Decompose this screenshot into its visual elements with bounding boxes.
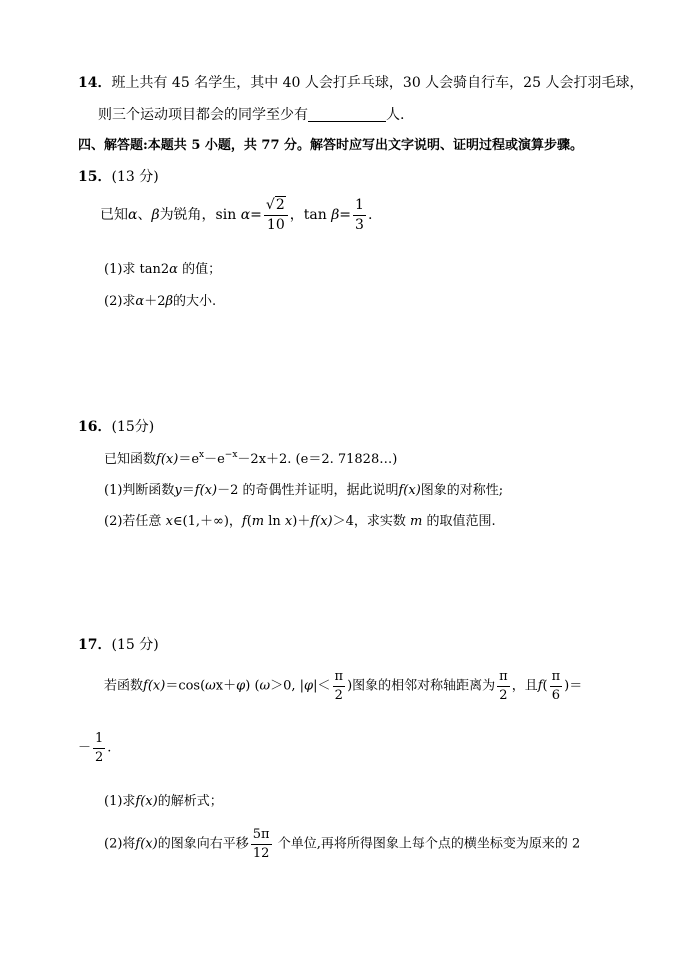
numerator: 1: [355, 197, 364, 213]
text: ＞4，求实数: [332, 514, 411, 529]
denominator: 2: [95, 749, 104, 765]
text: (2)将: [104, 836, 136, 852]
math-var: α: [128, 207, 138, 224]
denominator: 2: [497, 686, 510, 703]
text: ＋2: [144, 294, 166, 309]
math-var: β: [151, 207, 160, 224]
text: )＝: [564, 678, 583, 694]
denominator: 2: [333, 686, 346, 703]
question-16-header: [78, 416, 154, 436]
numerator: 1: [95, 731, 104, 746]
question-15-given: [100, 198, 372, 232]
fraction: [333, 670, 346, 702]
question-16-part2: [104, 510, 496, 529]
question-number: 15．: [78, 169, 112, 185]
math-var: ω: [205, 678, 216, 694]
text: (1)求 tan2: [104, 262, 170, 277]
fraction: [497, 670, 510, 702]
question-15-part2: [104, 290, 216, 309]
text: 的图象向右平移: [157, 836, 249, 852]
section-header: 四、解答题:本题共 5 小题，共 77 分。解答时应写出文字说明、证明过程或演算步骤。: [78, 138, 584, 153]
text: 已知: [100, 207, 128, 224]
question-text: 班上共有 45 名学生，其中 40 人会打乒乓球，30 人会骑自行车，25 人会打羽毛球，: [111, 75, 644, 91]
fraction: [251, 828, 272, 860]
score-label: (15分): [111, 419, 155, 435]
sqrt-sign: √: [265, 197, 275, 213]
math-var: α: [135, 294, 145, 309]
denominator: 6: [550, 686, 563, 703]
math-expr: f(x): [143, 678, 166, 694]
text: 的值；: [177, 262, 222, 277]
text: 已知函数: [104, 452, 157, 467]
text: －: [78, 740, 92, 756]
superscript: x: [199, 450, 205, 460]
text: (2)若任意: [104, 514, 166, 529]
text: ，且: [511, 678, 538, 694]
math-var: ω: [259, 678, 271, 694]
text: (1)求: [104, 794, 136, 809]
text: )图象的相邻对称轴距离为: [347, 678, 496, 694]
math-expr: f(x): [135, 794, 158, 809]
text: ＞0, |: [270, 678, 305, 694]
text: )＋: [292, 514, 311, 529]
text: ) (: [245, 678, 260, 694]
numerator: π: [499, 669, 508, 684]
question-14-line2: [98, 104, 404, 124]
text: ＝: [181, 483, 195, 498]
text: ln: [264, 514, 285, 529]
question-number: 16．: [78, 419, 112, 435]
math-expr: f(x): [156, 452, 179, 467]
text: ＝e: [178, 452, 200, 467]
text: －2x＋2. (e＝2. 71828…): [237, 452, 398, 467]
math-var: α: [169, 262, 178, 277]
math-var: φ: [236, 678, 246, 694]
math-var: φ: [304, 678, 314, 694]
denominator: 12: [251, 844, 272, 861]
question-15-header: [78, 166, 159, 186]
fraction: [353, 198, 366, 232]
text: ∈(1,＋∞)，: [172, 514, 242, 529]
numerator: π: [334, 669, 344, 684]
text: (1)判断函数: [104, 483, 175, 498]
denominator: 10: [264, 215, 288, 233]
fraction: [264, 198, 288, 232]
text: |＜: [313, 678, 331, 694]
math-var: m: [410, 514, 423, 529]
answer-blank: [308, 107, 386, 122]
superscript: −x: [224, 450, 238, 460]
question-17-line1: 若函数f(x)＝cos(ωx＋φ) (ω＞0, |φ|＜ $\frac{\pi}{2}$ )图象的相邻对称轴距离为 $\frac{\pi}{2}$ ，且f( $\frac{\pi}{6}$ )＝: [104, 669, 583, 703]
text: 图象的对称性;: [420, 483, 504, 498]
question-text: 则三个运动项目都会的同学至少有: [98, 107, 308, 123]
math-var: β: [331, 207, 340, 224]
text: 、: [137, 207, 152, 224]
numerator: π: [551, 669, 561, 684]
text: ＝cos(: [165, 678, 206, 694]
question-17-part2: [104, 828, 580, 860]
numerator: 5π: [252, 827, 270, 842]
question-17-part1: [104, 790, 223, 809]
radicand: 2: [275, 197, 285, 213]
question-17-header: [78, 634, 159, 654]
text: －e: [204, 452, 225, 467]
text: 为锐角，sin: [159, 207, 241, 224]
denominator: 3: [355, 216, 364, 233]
question-15-part1: [104, 258, 221, 277]
question-14: [78, 72, 643, 92]
text: (: [246, 514, 252, 529]
math-var: f: [241, 514, 247, 529]
math-var: α: [240, 207, 251, 224]
score-label: (15 分): [111, 637, 159, 653]
math-var: f: [537, 678, 543, 694]
text: (2)求: [104, 294, 136, 309]
math-expr: f(x): [194, 483, 218, 498]
question-16-line1: [104, 448, 397, 467]
text: 个单位,再将所得图象上每个点的横坐标变为原来的 2: [273, 836, 581, 852]
math-expr: f(x): [398, 483, 421, 498]
text: 若函数: [104, 678, 144, 694]
math-var: x: [165, 514, 173, 529]
text: .: [367, 207, 373, 224]
question-text: 人.: [386, 107, 405, 123]
text: =: [339, 207, 352, 224]
question-17-line2: [78, 732, 111, 764]
text: 的大小.: [173, 294, 217, 309]
text: .: [107, 740, 112, 756]
text: =: [250, 207, 262, 224]
fraction: [93, 732, 105, 764]
question-16-part1: [104, 479, 503, 498]
math-var: m: [251, 514, 265, 529]
math-var: y: [174, 483, 182, 498]
math-expr: f(x): [135, 836, 158, 852]
text: －2 的奇偶性并证明，据此说明: [217, 483, 399, 498]
question-number: 17．: [78, 637, 112, 653]
math-expr: f(x): [310, 514, 333, 529]
text: 的取值范围.: [422, 514, 496, 529]
text: 的解析式；: [157, 794, 223, 809]
math-var: β: [165, 294, 173, 309]
score-label: (13 分): [111, 169, 159, 185]
text: ，tan: [289, 207, 332, 224]
math-var: x: [284, 514, 293, 529]
text: x＋: [215, 678, 237, 694]
question-number: 14．: [78, 75, 112, 91]
fraction: [550, 670, 563, 702]
